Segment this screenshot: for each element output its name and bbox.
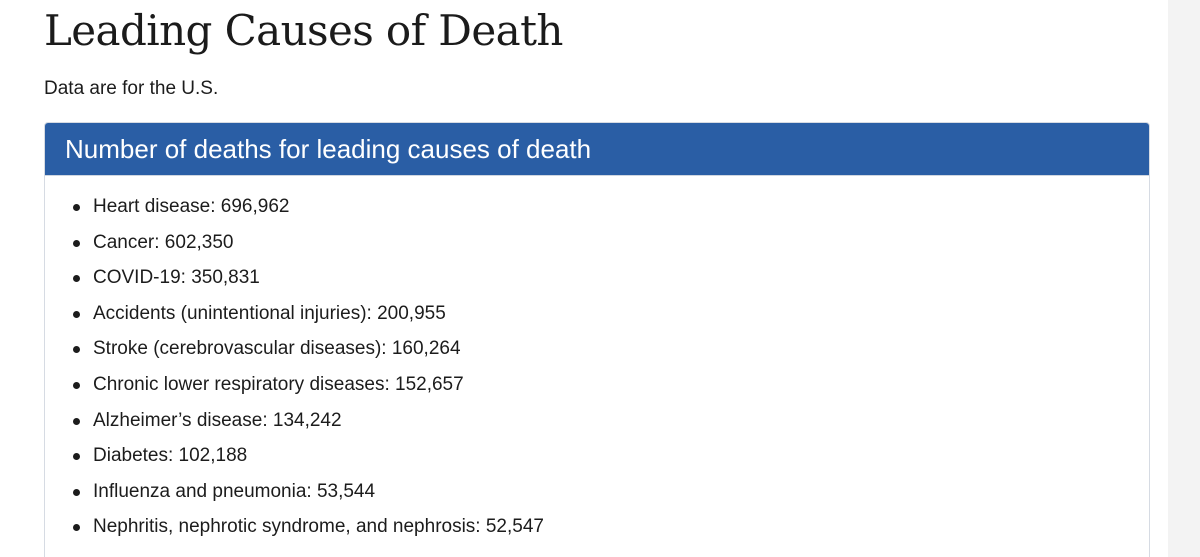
cause-label: Alzheimer’s disease: 134,242 bbox=[93, 409, 342, 431]
cause-label: Nephritis, nephrotic syndrome, and nephrosis: 52,547 bbox=[93, 516, 544, 538]
cause-label: Accidents (unintentional injuries): 200,955 bbox=[93, 302, 446, 324]
list-item bbox=[73, 444, 544, 480]
cause-label: Heart disease: 696,962 bbox=[93, 196, 290, 217]
bullet-icon bbox=[73, 275, 80, 282]
bullet-icon bbox=[73, 346, 80, 353]
bullet-icon bbox=[73, 453, 80, 460]
bullet-icon bbox=[73, 204, 80, 211]
list-item bbox=[73, 337, 544, 373]
bullet-icon bbox=[73, 240, 80, 247]
cause-label: Diabetes: 102,188 bbox=[93, 445, 248, 467]
bullet-icon bbox=[73, 311, 80, 318]
list-item bbox=[73, 302, 544, 338]
cause-list bbox=[73, 195, 544, 551]
cause-label: Chronic lower respiratory diseases: 152,657 bbox=[93, 373, 464, 395]
list-item bbox=[73, 480, 544, 516]
list-item bbox=[73, 373, 544, 409]
page-title: Leading Causes of Death bbox=[44, 6, 563, 55]
cause-label: COVID-19: 350,831 bbox=[93, 267, 260, 289]
page-side-gutter bbox=[1168, 0, 1200, 557]
bullet-icon bbox=[73, 418, 80, 425]
list-item bbox=[73, 195, 544, 231]
page-subtitle: Data are for the U.S. bbox=[44, 78, 219, 99]
bullet-icon bbox=[73, 524, 80, 531]
list-item bbox=[73, 231, 544, 267]
card-header: Number of deaths for leading causes of death bbox=[45, 123, 1149, 176]
list-item bbox=[73, 515, 544, 551]
list-item bbox=[73, 409, 544, 445]
bullet-icon bbox=[73, 382, 80, 389]
bullet-icon bbox=[73, 489, 80, 496]
cause-label: Influenza and pneumonia: 53,544 bbox=[93, 480, 376, 502]
cause-label: Cancer: 602,350 bbox=[93, 231, 234, 253]
deaths-card bbox=[44, 122, 1150, 557]
list-item bbox=[73, 266, 544, 302]
cause-label: Stroke (cerebrovascular diseases): 160,264 bbox=[93, 338, 461, 360]
